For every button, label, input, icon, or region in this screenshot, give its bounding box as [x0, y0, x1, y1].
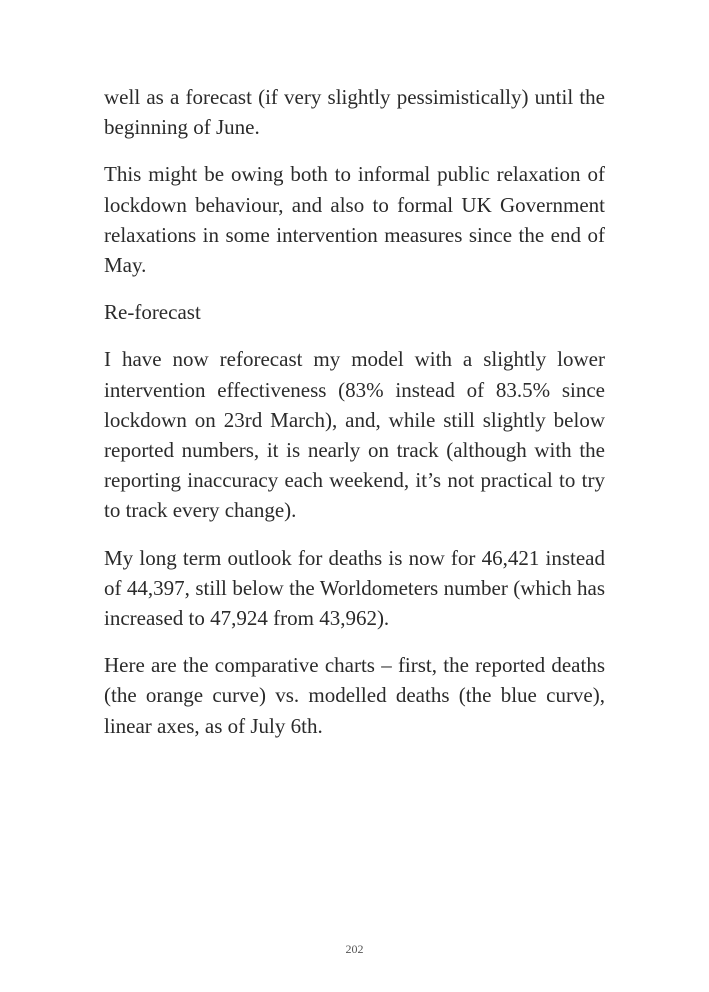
paragraph-reforecast-model: I have now reforecast my model with a slightly lower intervention effectiveness (83% instead of 83.5% since lockdown on 23rd March), and, while still slightly below reported numbers, it is nearly on track (although with the reporting inaccuracy each weekend, it’s not practical to try to track every change). — [104, 347, 605, 523]
document-body — [104, 82, 605, 758]
page-number: 202 — [345, 942, 364, 956]
paragraph-comparative-charts: Here are the comparative charts – first, the reported deaths (the orange curve) vs. modelled deaths (the blue curve), linear axes, as of July 6th. — [104, 653, 605, 738]
paragraph-forecast-continuation: well as a forecast (if very slightly pessimistically) until the beginning of June. — [104, 85, 605, 140]
section-heading-reforecast: Re-forecast — [104, 300, 201, 325]
paragraph-relaxation: This might be owing both to informal public relaxation of lockdown behaviour, and also to formal UK Government relaxations in some intervention measures since the end of May. — [104, 162, 605, 278]
paragraph-long-term-outlook: My long term outlook for deaths is now for 46,421 instead of 44,397, still below the Worldometers number (which has increased to 47,924 from 43,962). — [104, 545, 605, 631]
